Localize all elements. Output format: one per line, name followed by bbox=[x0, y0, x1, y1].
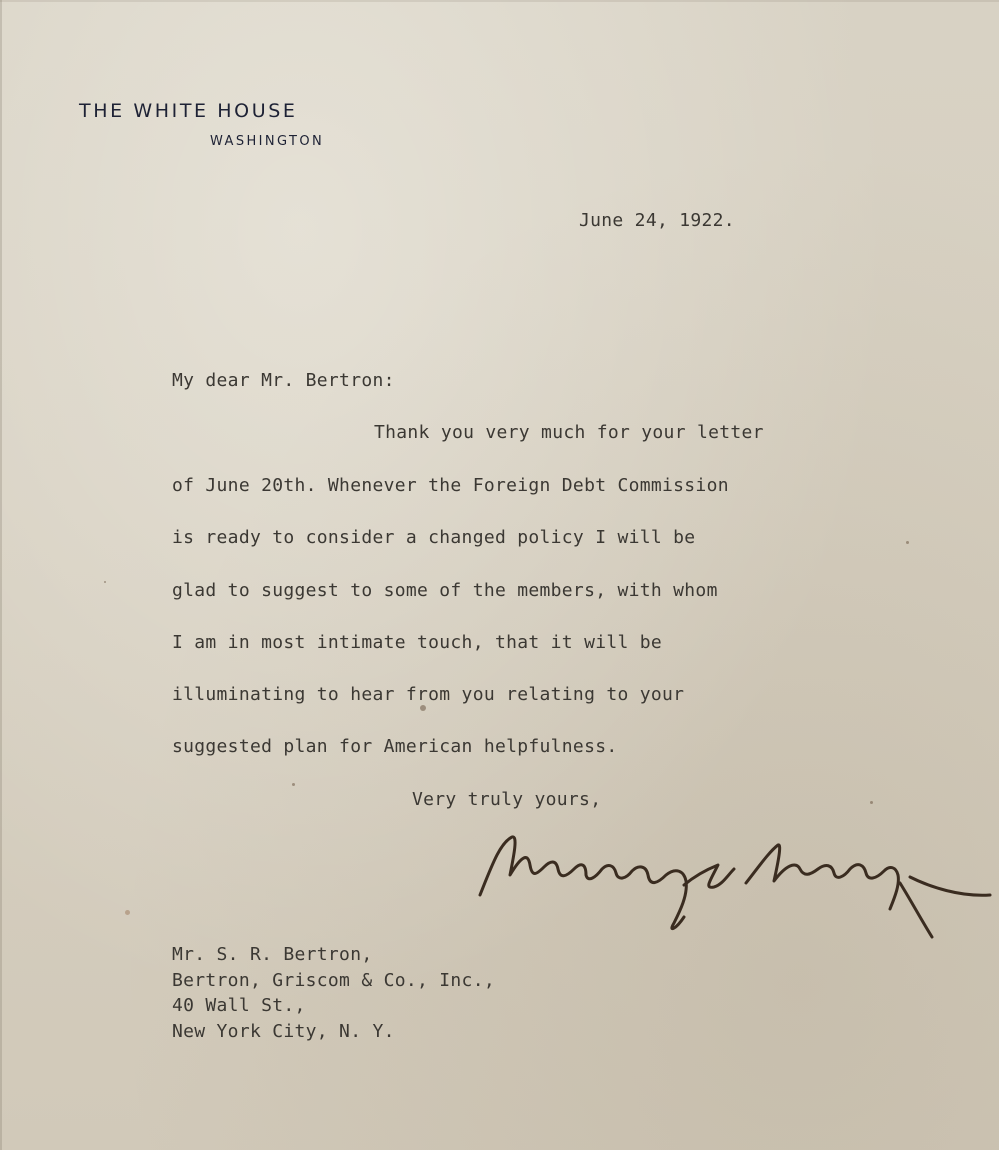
letterhead-location: WASHINGTON bbox=[210, 134, 325, 149]
ink-speck bbox=[104, 581, 106, 583]
body-line-5: I am in most intimate touch, that it will be bbox=[172, 632, 663, 653]
body-line-6: illuminating to hear from you relating to your bbox=[172, 684, 685, 705]
address-line-2: Bertron, Griscom & Co., Inc., bbox=[172, 970, 495, 991]
body-line-4: glad to suggest to some of the members, with whom bbox=[172, 580, 718, 601]
closing: Very truly yours, bbox=[412, 789, 602, 810]
body-line-1: Thank you very much for your letter bbox=[374, 422, 764, 443]
ink-speck bbox=[870, 801, 873, 804]
ink-speck bbox=[292, 783, 295, 786]
address-line-4: New York City, N. Y. bbox=[172, 1021, 395, 1042]
letter-date: June 24, 1922. bbox=[579, 210, 735, 231]
ink-speck bbox=[906, 541, 909, 544]
letterhead-title: THE WHITE HOUSE bbox=[79, 100, 298, 122]
ink-speck bbox=[420, 705, 426, 711]
address-line-1: Mr. S. R. Bertron, bbox=[172, 944, 373, 965]
address-line-3: 40 Wall St., bbox=[172, 995, 306, 1016]
body-line-2: of June 20th. Whenever the Foreign Debt Commission bbox=[172, 475, 729, 496]
salutation: My dear Mr. Bertron: bbox=[172, 370, 395, 391]
body-line-3: is ready to consider a changed policy I will be bbox=[172, 527, 696, 548]
handwritten-signature-icon bbox=[470, 825, 995, 945]
ink-speck bbox=[125, 910, 130, 915]
body-line-7: suggested plan for American helpfulness. bbox=[172, 736, 618, 757]
